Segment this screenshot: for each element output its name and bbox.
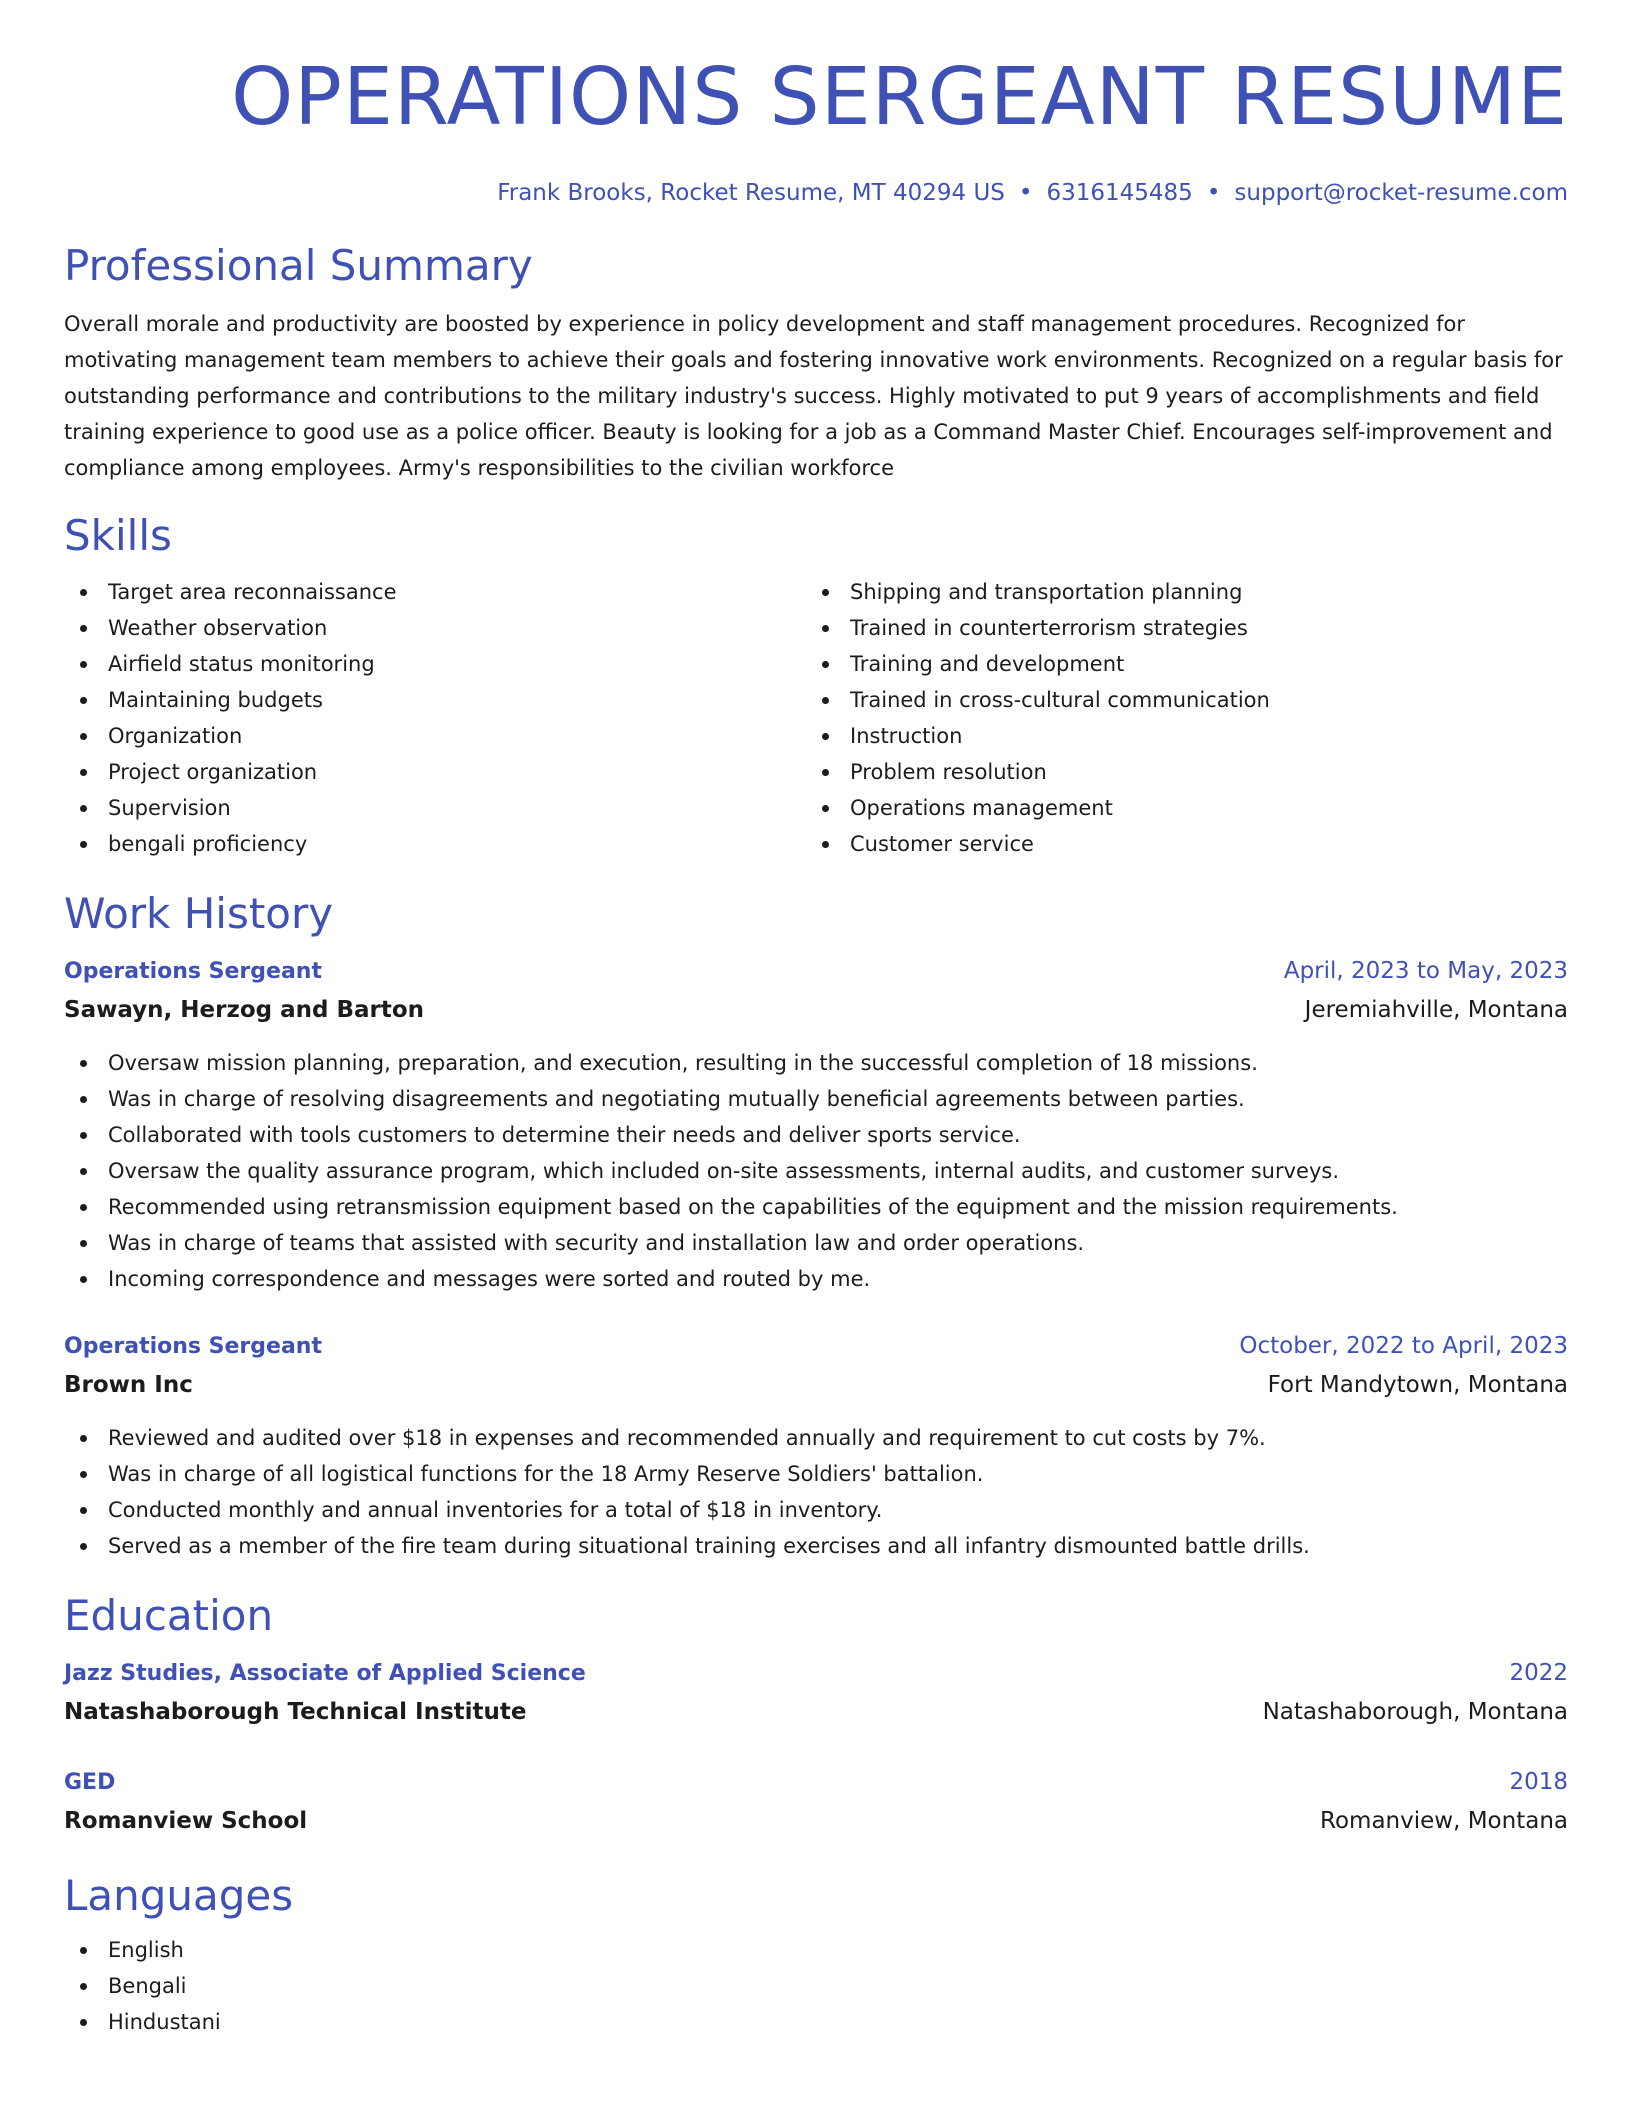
summary-text: Overall morale and productivity are boosted by experience in policy development and staff management procedures. Recognized for motivating management team members to achieve their goals and fostering innovative work environments. Recognized on a regular basis for outstanding performance and contributions to the military industry's success. Highly motivated to put 9 years of accomplishments and field training experience to good use as a police officer. Beauty is looking for a job as a Command Master Chief. Encourages self-improvement and compliance among employees. Army's responsibilities to the civilian workforce <box>64 312 1563 480</box>
skill-item: bengali proficiency <box>64 826 806 862</box>
education-header-row <box>64 1654 1568 1693</box>
contact-address: Frank Brooks, Rocket Resume, MT 40294 US <box>497 180 1005 206</box>
job-duty: Recommended using retransmission equipment based on the capabilities of the equipment and the mission requirements. <box>64 1189 1568 1225</box>
job-duty: Was in charge of all logistical functions for the 18 Army Reserve Soldiers' battalion. <box>64 1456 1568 1492</box>
skill-item: Instruction <box>806 718 1548 754</box>
job-company: Sawayn, Herzog and Barton <box>64 997 425 1023</box>
job-duty: Oversaw mission planning, preparation, and execution, resulting in the successful completion of 18 missions. <box>64 1045 1568 1081</box>
job-header-row <box>64 952 1568 991</box>
job-location: Fort Mandytown, Montana <box>1267 1372 1568 1398</box>
job-duty: Was in charge of resolving disagreements and negotiating mutually beneficial agreements between parties. <box>64 1081 1568 1117</box>
job-entry <box>64 952 1568 1297</box>
skill-item: Training and development <box>806 646 1548 682</box>
language-item: English <box>64 1932 1568 1968</box>
education-degree: GED <box>64 1770 116 1795</box>
skill-item: Trained in counterterrorism strategies <box>806 610 1548 646</box>
resume-page <box>64 0 1568 2040</box>
education-location: Natashaborough, Montana <box>1262 1699 1568 1725</box>
skill-item: Target area reconnaissance <box>64 574 806 610</box>
contact-separator: • <box>1018 180 1033 206</box>
skills-list-left <box>64 574 806 862</box>
skill-item: Problem resolution <box>806 754 1548 790</box>
job-dates: October, 2022 to April, 2023 <box>1239 1333 1568 1359</box>
job-company-row <box>64 1366 1568 1404</box>
skills-columns <box>64 574 1568 862</box>
job-duties-list <box>64 1045 1568 1297</box>
education-location: Romanview, Montana <box>1320 1808 1568 1834</box>
skill-item: Shipping and transportation planning <box>806 574 1548 610</box>
job-title: Operations Sergeant <box>64 959 322 984</box>
education-header-row <box>64 1763 1568 1802</box>
education-school-row <box>64 1802 1568 1840</box>
skills-heading: Skills <box>64 511 172 560</box>
skill-item: Airfield status monitoring <box>64 646 806 682</box>
job-duty: Reviewed and audited over $18 in expenses and recommended annually and requirement to cut costs by 7%. <box>64 1420 1568 1456</box>
languages-section <box>64 1870 1568 2040</box>
education-school: Romanview School <box>64 1808 308 1834</box>
job-duty: Collaborated with tools customers to determine their needs and deliver sports service. <box>64 1117 1568 1153</box>
skill-item: Customer service <box>806 826 1548 862</box>
education-year: 2022 <box>1509 1660 1568 1686</box>
contact-email: support@rocket-resume.com <box>1234 180 1568 206</box>
work-history-section <box>64 888 1568 1564</box>
skills-list-right <box>806 574 1548 862</box>
work-history-heading: Work History <box>64 889 334 938</box>
education-section <box>64 1590 1568 1840</box>
languages-heading: Languages <box>64 1871 294 1920</box>
contact-phone: 6316145485 <box>1046 180 1193 206</box>
contact-line <box>64 180 1568 206</box>
skill-item: Organization <box>64 718 806 754</box>
education-entry <box>64 1654 1568 1731</box>
job-company: Brown Inc <box>64 1372 193 1398</box>
job-title: Operations Sergeant <box>64 1334 322 1359</box>
skill-item: Project organization <box>64 754 806 790</box>
language-item: Hindustani <box>64 2004 1568 2040</box>
skills-section <box>64 510 1568 862</box>
job-duty: Incoming correspondence and messages were sorted and routed by me. <box>64 1261 1568 1297</box>
job-duty: Was in charge of teams that assisted with security and installation law and order operations. <box>64 1225 1568 1261</box>
education-year: 2018 <box>1509 1769 1568 1795</box>
education-school-row <box>64 1693 1568 1731</box>
education-degree: Jazz Studies, Associate of Applied Science <box>64 1661 586 1686</box>
languages-list <box>64 1932 1568 2040</box>
job-duty: Served as a member of the fire team during situational training exercises and all infantry dismounted battle drills. <box>64 1528 1568 1564</box>
contact-separator: • <box>1206 180 1221 206</box>
education-heading: Education <box>64 1591 274 1640</box>
education-entry <box>64 1763 1568 1840</box>
job-duty: Oversaw the quality assurance program, which included on-site assessments, internal audits, and customer surveys. <box>64 1153 1568 1189</box>
job-duty: Conducted monthly and annual inventories for a total of $18 in inventory. <box>64 1492 1568 1528</box>
skill-item: Trained in cross-cultural communication <box>806 682 1548 718</box>
job-entry <box>64 1327 1568 1564</box>
skill-item: Weather observation <box>64 610 806 646</box>
job-location: Jeremiahville, Montana <box>1304 997 1568 1023</box>
language-item: Bengali <box>64 1968 1568 2004</box>
skill-item: Supervision <box>64 790 806 826</box>
job-duties-list <box>64 1420 1568 1564</box>
resume-title: OPERATIONS SERGEANT RESUME <box>231 51 1568 143</box>
job-company-row <box>64 991 1568 1029</box>
education-school: Natashaborough Technical Institute <box>64 1699 527 1725</box>
job-header-row <box>64 1327 1568 1366</box>
summary-heading: Professional Summary <box>64 241 533 290</box>
skill-item: Maintaining budgets <box>64 682 806 718</box>
job-dates: April, 2023 to May, 2023 <box>1283 958 1568 984</box>
skill-item: Operations management <box>806 790 1548 826</box>
summary-section <box>64 240 1568 486</box>
